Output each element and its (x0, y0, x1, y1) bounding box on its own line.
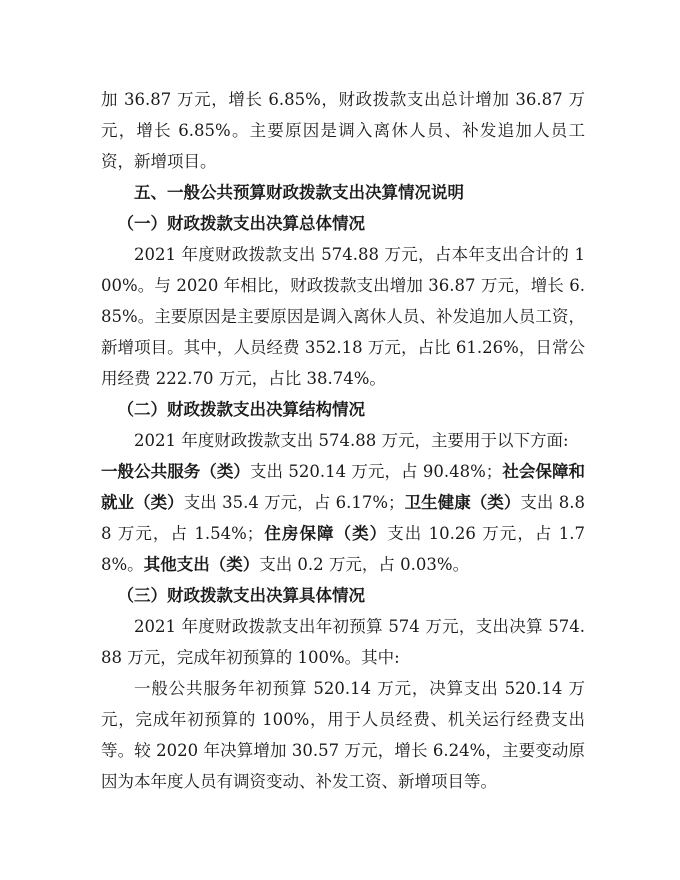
subsection-1-heading: （一）财政拨款支出决算总体情况 (117, 214, 365, 233)
category-amount: 支出 0.2 万元，占 0.03%。 (259, 555, 470, 574)
category-name: 社会保障和就业（类） (101, 462, 586, 512)
category-name: 住房保障（类） (263, 524, 388, 543)
section-5-heading: 五、一般公共预算财政拨款支出决算情况说明 (134, 183, 464, 202)
subsection-2-breakdown (101, 456, 585, 580)
subsection-2-heading: （二）财政拨款支出决算结构情况 (117, 400, 365, 419)
subsection-3-paragraph-2: 一般公共服务年初预算 520.14 万元，决算支出 520.14 万元，完成年初预算的 100%，用于人员经费、机关运行经费支出等。较 2020 年决算增加 30.57 万元，增长 6.24%，主要变动原因为本年度人员有调资变动、补发工资、新增项目等。 (101, 679, 585, 791)
category-amount: 支出 520.14 万元，占 90.48%； (249, 462, 503, 481)
category-name: 卫生健康（类） (404, 493, 521, 512)
category-amount: 支出 35.4 万元，占 6.17%； (183, 493, 405, 512)
category-amount: 支出 8.88 万元，占 1.54%； (101, 493, 586, 543)
subsection-1-paragraph: 2021 年度财政拨款支出 574.88 万元，占本年支出合计的 100%。与 2020 年相比，财政拨款支出增加 36.87 万元，增长 6.85%。主要原因是主要原因是调入离休人员、补发追加人员工资，新增项目。其中，人员经费 352.18 万元，占比 61.26%，日常公用经费 222.70 万元，占比 38.74%。 (101, 245, 585, 388)
category-amount: 支出 10.26 万元，占 1.78%。 (101, 524, 585, 574)
document-page (101, 84, 585, 797)
category-name: 其他支出（类） (143, 555, 260, 574)
subsection-3-paragraph-1: 2021 年度财政拨款支出年初预算 574 万元，支出决算 574.88 万元，完成年初预算的 100%。其中: (101, 617, 585, 667)
subsection-3-heading: （三）财政拨款支出决算具体情况 (117, 586, 365, 605)
paragraph-continuation: 加 36.87 万元，增长 6.85%，财政拨款支出总计增加 36.87 万元，增长 6.85%。主要原因是调入离休人员、补发追加人员工资，新增项目。 (101, 90, 585, 171)
subsection-2-intro: 2021 年度财政拨款支出 574.88 万元，主要用于以下方面: (134, 431, 569, 450)
category-name: 一般公共服务（类） (101, 462, 250, 481)
